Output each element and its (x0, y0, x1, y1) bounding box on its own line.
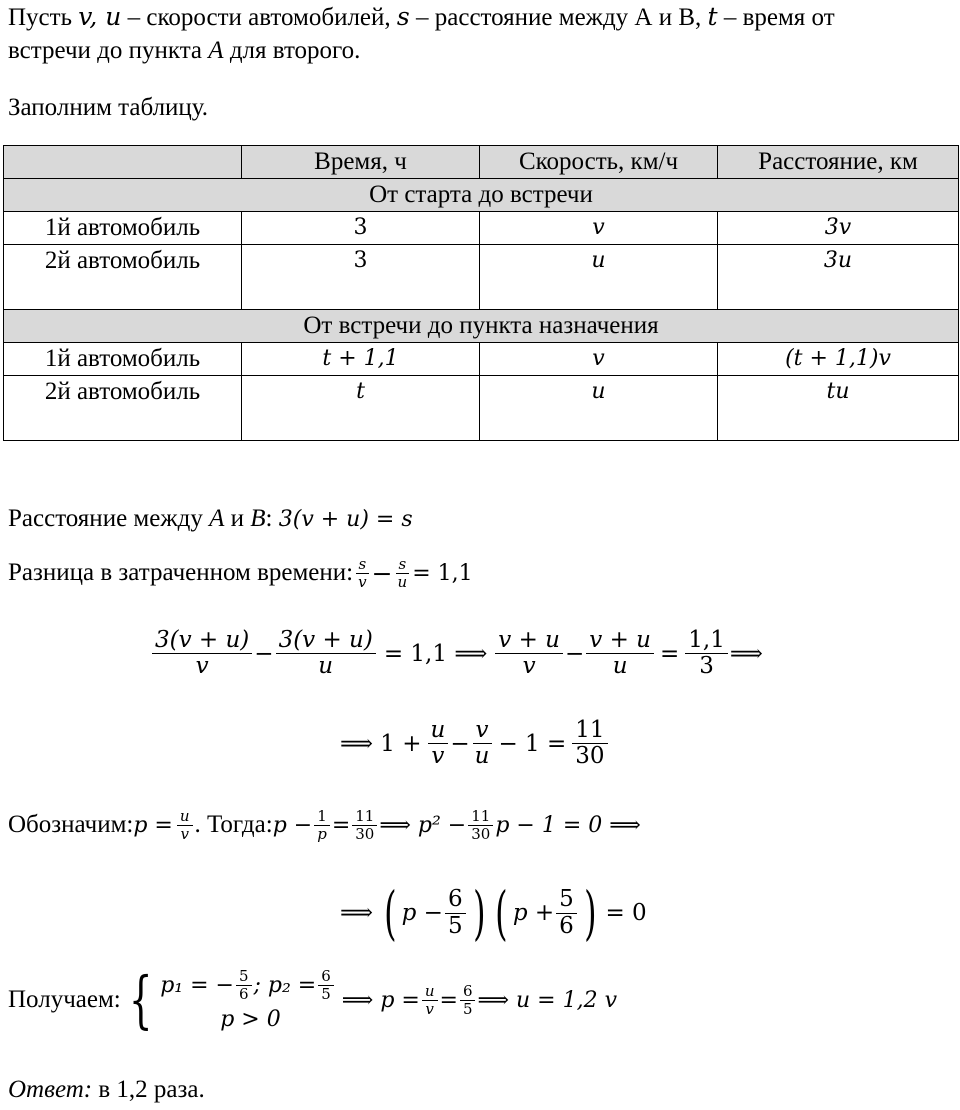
section-title: От встречи до пункта назначения (4, 310, 959, 343)
fraction-s-v: $\frac{s}{v}$ (355, 556, 369, 590)
fraction-11-30-coef: $\frac{11}{30}$ (468, 808, 493, 842)
data-table (3, 145, 959, 441)
table-row (4, 343, 959, 376)
intro-line-2: встречи до пункта A для второго. (8, 37, 361, 64)
distance-equation: Расстояние между A и B: 3(v + u) = s (8, 505, 413, 532)
denote-line: Обозначим: p = $\frac{u}{v}$ . Тогда: p − $\frac{1}{p}$ = $\frac{11}{30}$ ⟹ p² − $\frac{11}{30}$ p − 1 = 0 ⟹ (8, 807, 641, 843)
header-cell: Скорость, км/ч (480, 146, 718, 179)
speed-cell: u (480, 245, 718, 310)
fraction-5-6: $\frac{5}{6}$ (556, 887, 577, 939)
fraction-5-6-small: $\frac{5}{6}$ (236, 968, 252, 1002)
row-label: 1й автомобиль (4, 212, 242, 245)
equation-line-2: ⟹ 1 + $\frac{u}{v}$ − $\frac{v}{u}$ − 1 = $\frac{11}{30}$ (340, 718, 610, 770)
speed-cell: v (480, 212, 718, 245)
fraction-s-u: $\frac{s}{u}$ (395, 556, 411, 590)
fraction-6-5: $\frac{6}{5}$ (445, 887, 466, 939)
speed-cell: v (480, 343, 718, 376)
fraction-11-30-small: $\frac{11}{30}$ (352, 808, 377, 842)
answer-label: Ответ: (8, 1076, 93, 1103)
section-title: От старта до встречи (4, 179, 959, 212)
table-row (4, 212, 959, 245)
fraction-vu-u: $\frac{v + u}{u}$ (586, 628, 654, 680)
fraction-6-5-result: $\frac{6}{5}$ (460, 983, 476, 1017)
answer-text: в 1,2 раза. (92, 1076, 205, 1103)
fraction-1-1-over-3: $\frac{1,1}{3}$ (685, 628, 728, 680)
row-label: 2й автомобиль (4, 245, 242, 310)
header-cell: Расстояние, км (718, 146, 959, 179)
time-cell: 3 (242, 245, 480, 310)
fraction-u-v-small: $\frac{u}{v}$ (177, 808, 193, 842)
equation-line-1: $\frac{3(v + u)}{v}$ − $\frac{3(v + u)}{u}$ = 1,1 ⟹ $\frac{v + u}{v}$ − $\frac{v + u}{u}$ = $\frac{1,1}{3}$ ⟹ (150, 628, 763, 680)
fill-table-text: Заполним таблицу. (8, 94, 209, 121)
row-label: 1й автомобиль (4, 343, 242, 376)
time-difference-equation: Разница в затраченном времени: $\frac{s}{v}$ − $\frac{s}{u}$ = 1,1 (8, 555, 473, 591)
intro-line-1: Пусть v, u – скорости автомобилей, s – расстояние между А и В, t – время от (8, 2, 835, 31)
distance-cell: 3u (718, 245, 959, 310)
section-row (4, 179, 959, 212)
fraction-vu-v: $\frac{v + u}{v}$ (495, 628, 563, 680)
time-cell: t (242, 376, 480, 441)
table-row (4, 245, 959, 310)
header-cell: Время, ч (242, 146, 480, 179)
table-header-row (4, 146, 959, 179)
header-cell (4, 146, 242, 179)
factored-equation: ⟹ ( p − $\frac{6}{5}$ ) ( p + $\frac{5}{6}$ ) = 0 (340, 879, 647, 947)
fraction-3vu-v: $\frac{3(v + u)}{v}$ (152, 628, 252, 680)
distance-cell: tu (718, 376, 959, 441)
fraction-1-p: $\frac{1}{p}$ (314, 808, 330, 842)
table-row (4, 376, 959, 441)
distance-cell: 3v (718, 212, 959, 245)
fraction-v-u: $\frac{v}{u}$ (472, 718, 493, 770)
time-cell: t + 1,1 (242, 343, 480, 376)
result-system: Получаем: { p₁ = − $\frac{5}{6}$ ; p₂ = $\frac{6}{5}$ p > 0 ⟹ p = $\frac{u}{v}$ = $\frac{6}{5}$ ⟹ u = 1,2 v (8, 963, 618, 1036)
fraction-u-v: $\frac{u}{v}$ (428, 718, 449, 770)
row-label: 2й автомобиль (4, 376, 242, 441)
fraction-3vu-u: $\frac{3(v + u)}{u}$ (276, 628, 376, 680)
fraction-6-5-small: $\frac{6}{5}$ (318, 968, 334, 1002)
speed-cell: u (480, 376, 718, 441)
fraction-11-30: $\frac{11}{30}$ (572, 718, 607, 770)
fraction-u-v-result: $\frac{u}{v}$ (422, 983, 438, 1017)
time-cell: 3 (242, 212, 480, 245)
section-row (4, 310, 959, 343)
distance-cell: (t + 1,1)v (718, 343, 959, 376)
answer-line (8, 1076, 205, 1104)
